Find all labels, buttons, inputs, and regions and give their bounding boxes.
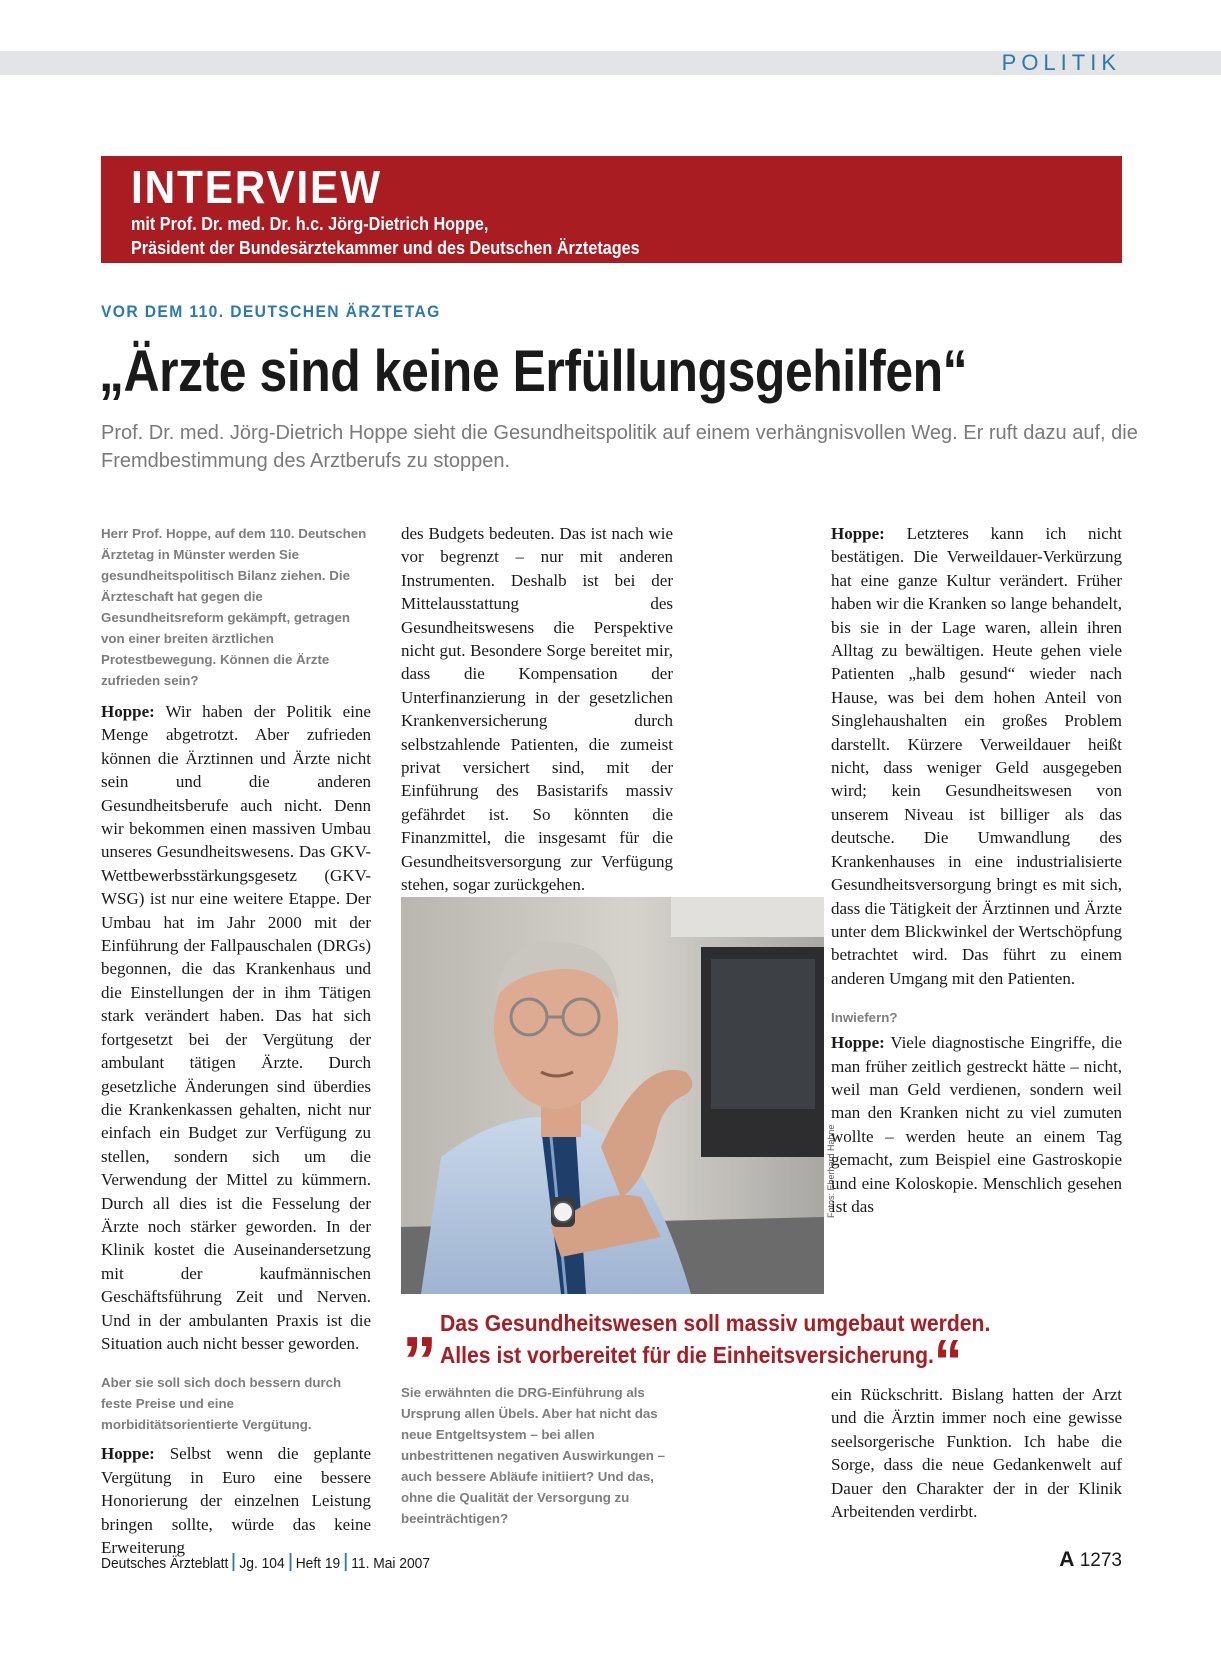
banner-line-2: Präsident der Bundesärztekammer und des Deutschen Ärztetages xyxy=(131,238,640,258)
column-2 xyxy=(401,522,673,897)
deck: Prof. Dr. med. Jörg-Dietrich Hoppe sieht die Gesundheitspolitik auf einem verhängnisvollen Weg. Er ruft dazu auf, die Fremdbestimmung des Arztberufs zu stoppen. xyxy=(101,422,1138,472)
portrait-photo xyxy=(401,897,824,1294)
banner-title: INTERVIEW xyxy=(131,161,382,213)
answer-1 xyxy=(101,700,371,1355)
speaker-label: Hoppe: xyxy=(101,702,155,721)
banner-subtitle xyxy=(131,212,640,260)
answer-2-text: Selbst wenn die geplante Vergütung in Euro eine bessere Honorierung der einzelnen Leistung bringen sollte, würde das keine Erweiterung xyxy=(101,1444,371,1557)
pull-quote-line-1: Das Gesundheitswesen soll massiv umgebaut werden. xyxy=(440,1310,991,1336)
speaker-label: Hoppe: xyxy=(831,524,885,543)
footer-separator xyxy=(345,1553,347,1571)
photo-credit: Fotos: Eberhard Hahne xyxy=(826,1124,836,1218)
column-2-text: des Budgets bedeuten. Das ist nach wie vor begrenzt – nur mit anderen Instrumenten. Deshalb ist bei der Mittelausstattung des Gesundheitswesens die Perspektive nicht gut. Besondere Sorge bereitet mir, dass die Kompensation der Unterfinanzierung in der gesetzlichen Krankenversicherung durch selbstzahlende Patienten, die zumeist privat versichert sind, mit der Einführung des Basistarifs massiv gefährdet ist. So könnten die Finanzmittel, die insgesamt für die Gesundheitsversorgung zur Verfügung stehen, sogar zurückgehen. xyxy=(401,524,673,895)
answer-4 xyxy=(831,1031,1122,1218)
journal-volume: Jg. 104 xyxy=(239,1555,285,1572)
footer-separator xyxy=(233,1553,235,1571)
column-3 xyxy=(831,522,1122,1218)
question-1: Herr Prof. Hoppe, auf dem 110. Deutschen Ärztetag in Münster werden Sie gesundheitspolitisch Bilanz ziehen. Die Ärzteschaft hat gegen die Gesundheitsreform gekämpft, getragen von einer breiten ärztlichen Protestbewegung. Können die Ärzte zufrieden sein? xyxy=(101,526,367,688)
column-2-lower xyxy=(401,1382,673,1529)
answer-3 xyxy=(831,522,1122,990)
footer-citation xyxy=(101,1553,430,1572)
footer-separator xyxy=(289,1553,291,1571)
page-prefix: A xyxy=(1059,1548,1075,1571)
page-number xyxy=(1059,1548,1122,1572)
section-label: POLITIK xyxy=(1001,50,1121,75)
question-4: Inwiefern? xyxy=(831,1010,898,1026)
answer-1-text: Wir haben der Politik eine Menge abgetrotzt. Aber zufrieden können die Ärztinnen und Ärzte nicht sein und die anderen Gesundheitsberufe auch nicht. Denn wir bekommen einen massiven Umbau unseres Gesundheitswesens. Das GKV-Wettbewerbsstärkungsgesetz (GKV-WSG) ist nur eine weitere Etappe. Der Umbau hat im Jahr 2000 mit der Einführung der Fallpauschalen (DRGs) begonnen, die das Krankenhaus und die Einstellungen der in ihm Tätigen stark verändert haben. Das hat sich fortgesetzt bei der Vergütung der ambulant tätigen Ärzte. Durch gesetzliche Änderungen sind überdies die Krankenkassen gehalten, nicht nur einfach ein Budget zur Verfügung zu stellen, sondern sich um die Verwendung der Mittel zu kümmern. Durch all dies ist die Fesselung der Ärzte noch stärker geworden. In der Klinik kostet die Auseinandersetzung mit der kaufmännischen Geschäftsführung Zeit und Nerven. Und in der ambulanten Praxis ist die Situation auch nicht besser geworden. xyxy=(101,702,371,1353)
journal-name: Deutsches Ärzteblatt xyxy=(101,1555,229,1572)
headline: „Ärzte sind keine Erfüllungsgehilfen“ xyxy=(99,339,968,404)
answer-4-continued: ein Rückschritt. Bislang hatten der Arzt und die Ärztin immer noch eine gewisse seelsorgerische Funktion. Ich habe die Sorge, dass die neue Gedankenwelt auf Dauer den Charakter der in der Klinik Arbeitenden verdirbt. xyxy=(831,1385,1122,1522)
kicker: VOR DEM 110. DEUTSCHEN ÄRZTETAG xyxy=(101,302,441,321)
column-3-lower xyxy=(831,1383,1122,1523)
answer-4-text: Viele diagnostische Eingriffe, die man früher zeitlich gestreckt hätte – nicht, weil man Geld verdienen, sondern weil man den Kranken nicht zu viel zumuten wollte – werden heute an einem Tag gemacht, zum Beispiel eine Gastroskopie und eine Koloskopie. Menschlich gesehen ist das xyxy=(831,1033,1122,1216)
column-1 xyxy=(101,523,371,1559)
question-2: Aber sie soll sich doch bessern durch feste Preise und eine morbiditätsorientierte Vergütung. xyxy=(101,1375,342,1433)
question-3: Sie erwähnten die DRG-Einführung als Ursprung allen Übels. Aber hat nicht das neue Entgeltsystem – bei allen unbestrittenen negativen Auswirkungen – auch bessere Abläufe initiiert? Und das, ohne die Qualität der Versorgung zu beeinträchtigen? xyxy=(401,1385,666,1526)
pull-quote-line-2 xyxy=(440,1328,990,1397)
speaker-label: Hoppe: xyxy=(831,1033,885,1053)
pull-quote-text xyxy=(440,1307,991,1397)
page-number-value: 1273 xyxy=(1079,1550,1122,1571)
journal-issue: Heft 19 xyxy=(295,1555,341,1572)
answer-3-text: Letzteres kann ich nicht bestätigen. Die Verweildauer-Verkürzung hat eine ganze Kultur verändert. Früher haben wir die Kranken so lange behandelt, bis sie in der Lage waren, allein ihren Alltag zu bewältigen. Heute gehen viele Patienten „halb gesund“ wieder nach Hause, was bei dem hohen Anteil von Singlehaushalten ein großes Problem darstellt. Kürzere Verweildauer heißt nicht, dass weniger Geld ausgegeben wird; kein Gesundheitswesen von unserem Niveau ist billiger als das deutsche. Die Umwandlung des Krankenhauses in eine industrialisierte Gesundheitsversorgung bringt es mit sich, dass die Tätigkeit der Ärztinnen und Ärzte unter dem Blickwinkel der Wertschöpfung betrachtet wird. Das führt zu einem anderen Umgang mit den Patienten. xyxy=(831,524,1122,988)
quote-open-mark: „ xyxy=(402,1283,437,1361)
interview-banner xyxy=(101,156,1122,263)
journal-date: 11. Mai 2007 xyxy=(351,1555,431,1572)
speaker-label: Hoppe: xyxy=(101,1444,155,1464)
pull-quote-line-2-text: Alles ist vorbereitet für die Einheitsversicherung. xyxy=(440,1342,934,1368)
banner-line-1: mit Prof. Dr. med. Dr. h.c. Jörg-Dietrich Hoppe, xyxy=(131,214,489,234)
portrait-illustration xyxy=(401,897,824,1294)
answer-2 xyxy=(101,1442,371,1559)
quote-close-mark: “ xyxy=(933,1328,963,1397)
